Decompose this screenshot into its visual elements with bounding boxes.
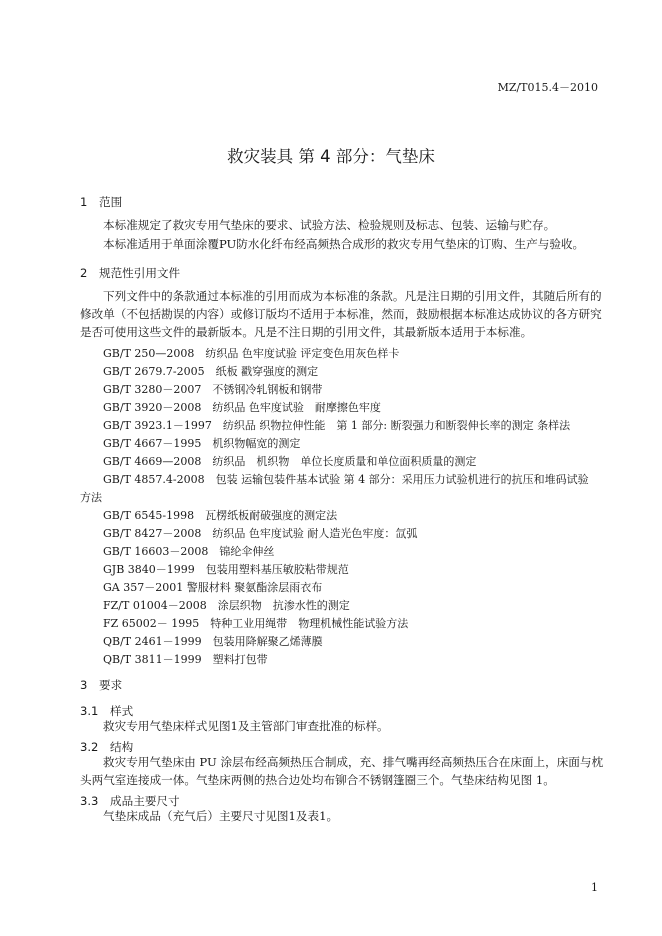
page-title: 救灾装具 第 4 部分：气垫床: [227, 147, 435, 166]
reference-item: GB/T 4667－1995 机织物幅宽的测定: [103, 437, 301, 450]
section-heading-1: 1 范围: [80, 195, 123, 209]
reference-item: GB/T 3923.1－1997 纺织品 织物拉伸性能 第 1 部分: 断裂强力和断裂伸长率的测定 条样法: [103, 419, 571, 432]
reference-item: GB/T 16603－2008 锦纶伞伸丝: [103, 545, 275, 558]
reference-item: GB/T 250—2008 纺织品 色牢度试验 评定变色用灰色样卡: [103, 347, 400, 360]
subsection-heading-3-2: 3.2 结构: [80, 740, 134, 754]
subsection-heading-3-1: 3.1 样式: [80, 704, 134, 718]
paragraph-line: 救灾专用气垫床由 PU 涂层布经高频热压合制成，充、排气嘴再经高频热压合在床面上，床面与枕: [103, 755, 604, 769]
reference-item: GB/T 3280－2007 不锈钢冷轧钢板和钢带: [103, 383, 323, 396]
reference-item: GB/T 8427－2008 纺织品 色牢度试验 耐人造光色牢度：氙弧: [103, 527, 418, 540]
paragraph: 本标准适用于单面涂覆PU防水化纤布经高频热合成形的救灾专用气垫床的订购、生产与验收。: [103, 237, 585, 251]
paragraph-line: 修改单（不包括勘误的内容）或修订版均不适用于本标准，然而，鼓励根据本标准达成协议的各方研究: [80, 307, 602, 321]
reference-item: GB/T 3920－2008 纺织品 色牢度试验 耐摩擦色牢度: [103, 401, 381, 414]
reference-item: FZ 65002－ 1995 特种工业用绳带 物理机械性能试验方法: [103, 617, 409, 630]
paragraph-line: 下列文件中的条款通过本标准的引用而成为本标准的条款。凡是注日期的引用文件，其随后所有的: [103, 289, 602, 303]
reference-item: GB/T 4857.4-2008 包装 运输包装件基本试验 第 4 部分：采用压力试验机进行的抗压和堆码试验: [103, 473, 589, 486]
reference-item-continued: 方法: [80, 491, 102, 504]
reference-item: GB/T 6545-1998 瓦楞纸板耐破强度的测定法: [103, 509, 338, 522]
paragraph: 救灾专用气垫床样式见图1及主管部门审查批准的标样。: [103, 719, 389, 733]
paragraph: 气垫床成品（充气后）主要尺寸见图1及表1。: [103, 809, 339, 823]
reference-item: GA 357－2001 警服材料 聚氨酯涂层雨衣布: [103, 581, 323, 594]
subsection-heading-3-3: 3.3 成品主要尺寸: [80, 794, 180, 808]
section-heading-2: 2 规范性引用文件: [80, 266, 181, 280]
reference-item: GB/T 2679.7-2005 纸板 戳穿强度的测定: [103, 365, 319, 378]
reference-item: QB/T 3811－1999 塑料打包带: [103, 653, 268, 666]
page-number: 1: [591, 881, 598, 894]
paragraph-line: 是否可使用这些文件的最新版本。凡是不注日期的引用文件，其最新版本适用于本标准。: [80, 325, 533, 339]
paragraph-line: 头两气室连接成一体。气垫床两侧的热合边处均布铆合不锈钢篷圈三个。气垫床结构见图 1。: [80, 773, 555, 787]
reference-item: GB/T 4669—2008 纺织品 机织物 单位长度质量和单位面积质量的测定: [103, 455, 477, 468]
paragraph: 本标准规定了救灾专用气垫床的要求、试验方法、检验规则及标志、包装、运输与贮存。: [103, 218, 556, 232]
reference-item: FZ/T 01004－2008 涂层织物 抗渗水性的测定: [103, 599, 350, 612]
reference-item: GJB 3840－1999 包装用塑料基压敏胶粘带规范: [103, 563, 349, 576]
standard-number: MZ/T015.4－2010: [497, 81, 598, 94]
reference-item: QB/T 2461－1999 包装用降解聚乙烯薄膜: [103, 635, 323, 648]
section-heading-3: 3 要求: [80, 678, 123, 692]
